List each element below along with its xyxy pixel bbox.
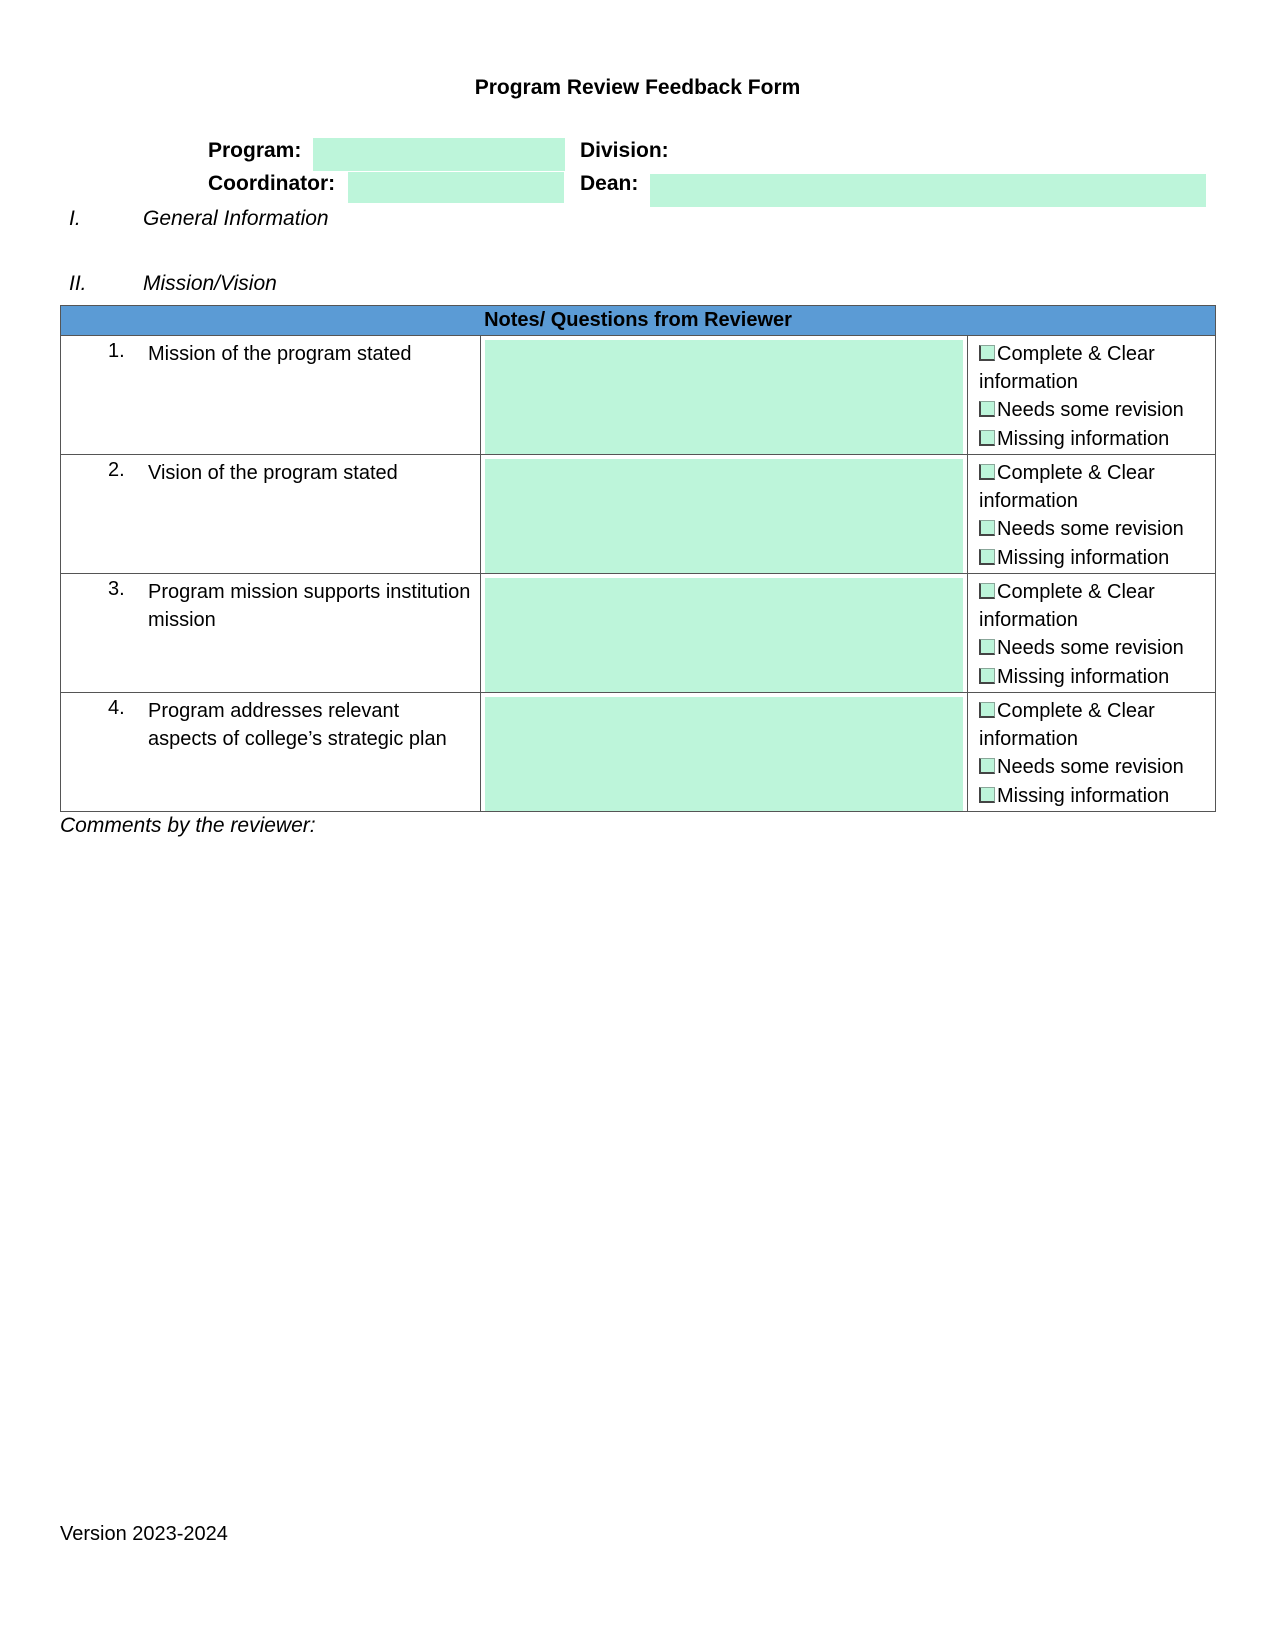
complete-label: Complete & Clear xyxy=(997,462,1155,484)
complete-checkbox[interactable] xyxy=(979,583,995,599)
missing-checkbox[interactable] xyxy=(979,668,995,684)
version-footer: Version 2023-2024 xyxy=(60,1523,228,1545)
needs-revision-label: Needs some revision xyxy=(997,756,1184,778)
needs-revision-checkbox[interactable] xyxy=(979,520,995,536)
table-row xyxy=(61,336,1215,455)
missing-label: Missing information xyxy=(997,547,1170,569)
needs-revision-checkbox[interactable] xyxy=(979,401,995,417)
missing-checkbox[interactable] xyxy=(979,430,995,446)
row-number: 3. xyxy=(108,578,125,600)
division-label: Division: xyxy=(580,139,669,162)
complete-checkbox[interactable] xyxy=(979,464,995,480)
complete-label-line2: information xyxy=(979,490,1078,512)
row-criterion: Program mission supports institution mission xyxy=(148,581,471,631)
notes-field[interactable] xyxy=(485,340,963,454)
review-table xyxy=(60,305,1216,812)
section-2-numeral: II. xyxy=(69,272,87,295)
notes-field[interactable] xyxy=(485,578,963,692)
complete-label-line2: information xyxy=(979,728,1078,750)
notes-field[interactable] xyxy=(485,459,963,573)
needs-revision-label: Needs some revision xyxy=(997,518,1184,540)
complete-label-line2: information xyxy=(979,371,1078,393)
comments-label: Comments by the reviewer: xyxy=(60,814,316,837)
row-criterion: Program addresses relevant aspects of college’s strategic plan xyxy=(148,700,447,750)
table-row xyxy=(61,693,1215,811)
complete-checkbox[interactable] xyxy=(979,345,995,361)
complete-checkbox[interactable] xyxy=(979,702,995,718)
dean-label: Dean: xyxy=(580,172,639,195)
division-field[interactable] xyxy=(680,138,1210,171)
table-header: Notes/ Questions from Reviewer xyxy=(61,306,1215,336)
complete-label: Complete & Clear xyxy=(997,343,1155,365)
table-row xyxy=(61,574,1215,693)
missing-label: Missing information xyxy=(997,666,1170,688)
row-criterion: Vision of the program stated xyxy=(148,462,398,484)
section-1-numeral: I. xyxy=(69,207,81,230)
missing-label: Missing information xyxy=(997,428,1170,450)
missing-label: Missing information xyxy=(997,785,1170,807)
needs-revision-label: Needs some revision xyxy=(997,399,1184,421)
program-label: Program: xyxy=(208,139,302,162)
section-2-title: Mission/Vision xyxy=(143,272,277,295)
notes-field[interactable] xyxy=(485,697,963,811)
coordinator-label: Coordinator: xyxy=(208,172,336,195)
complete-label-line2: information xyxy=(979,609,1078,631)
complete-label: Complete & Clear xyxy=(997,700,1155,722)
complete-label: Complete & Clear xyxy=(997,581,1155,603)
table-row xyxy=(61,455,1215,574)
missing-checkbox[interactable] xyxy=(979,787,995,803)
row-criterion: Mission of the program stated xyxy=(148,343,412,365)
missing-checkbox[interactable] xyxy=(979,549,995,565)
program-field[interactable] xyxy=(313,138,565,171)
section-1-title: General Information xyxy=(143,207,329,230)
row-number: 2. xyxy=(108,459,125,481)
row-number: 4. xyxy=(108,697,125,719)
needs-revision-checkbox[interactable] xyxy=(979,639,995,655)
needs-revision-checkbox[interactable] xyxy=(979,758,995,774)
dean-field[interactable] xyxy=(650,174,1206,207)
page-title: Program Review Feedback Form xyxy=(474,76,801,99)
coordinator-field[interactable] xyxy=(348,172,564,203)
needs-revision-label: Needs some revision xyxy=(997,637,1184,659)
row-number: 1. xyxy=(108,340,125,362)
